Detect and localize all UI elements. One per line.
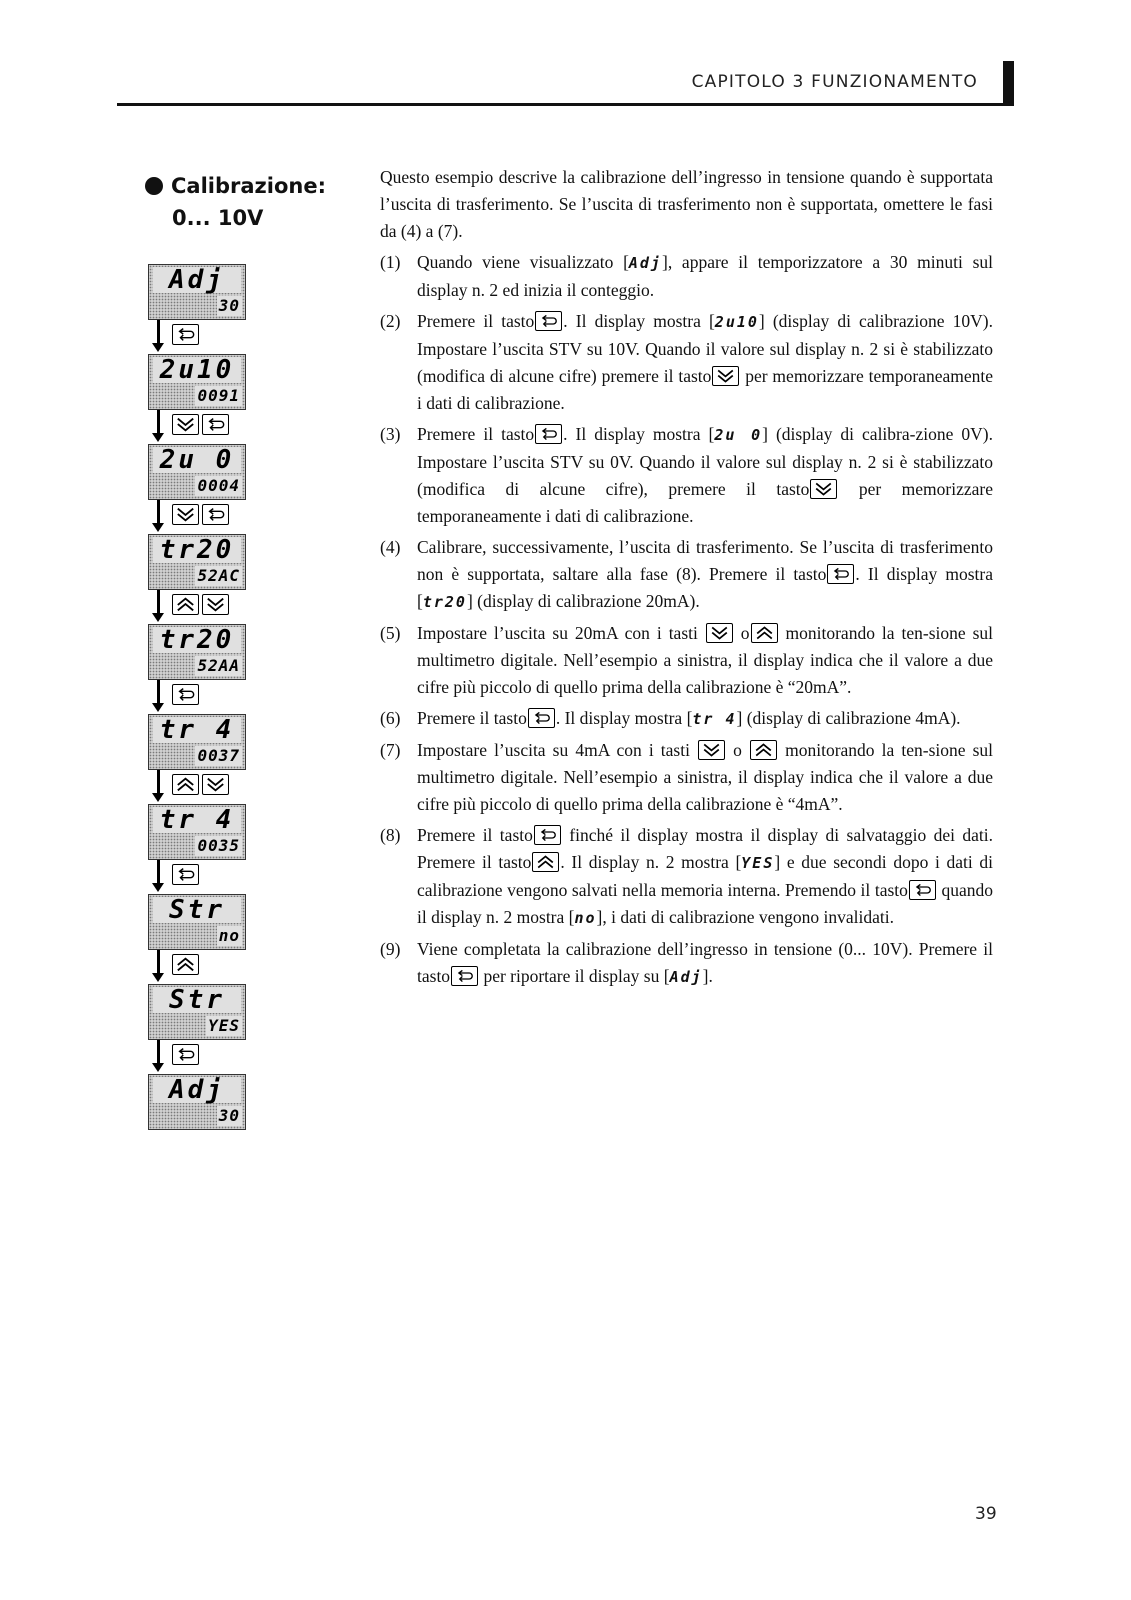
mode-key-icon [535,311,562,331]
step-transition [148,860,258,894]
mode-key-icon [172,1044,199,1065]
led-display [148,804,246,860]
display-2-value: 0037 [197,746,240,765]
down-key-icon [202,774,229,795]
arrow-down-icon [157,320,160,346]
arrow-down-icon [157,950,160,976]
header-bar [1003,61,1014,106]
display-2-value: 30 [218,1106,240,1125]
step-transition [148,770,258,804]
display-code: no [574,909,597,927]
led-display [148,984,246,1040]
display-1-value: tr20 [153,537,241,563]
down-key-icon [172,504,199,525]
up-key-icon [532,852,559,872]
mode-key-icon [909,880,936,900]
step-transition [148,500,258,534]
display-code: Adj [669,968,703,986]
display-2-value: 30 [218,296,240,315]
arrow-down-icon [157,1040,160,1066]
step-transition [148,1040,258,1074]
mode-key-icon [534,825,561,845]
led-display [148,894,246,950]
display-2-value: 0091 [197,386,240,405]
display-2-value: no [218,926,240,945]
list-item: (6) Premere il tasto . Il display mostra [tr 4] (display di calibrazione 4mA). [380,708,961,728]
arrow-down-icon [157,590,160,616]
section-title-line2: 0... 10V [172,206,264,230]
led-display [148,534,246,590]
mode-key-icon [172,684,199,705]
down-key-icon [698,740,725,760]
up-key-icon [172,954,199,975]
down-key-icon [712,366,739,386]
arrow-down-icon [157,860,160,886]
list-item: (9) Viene completata la calibrazione dell’ingresso in tensione (0... 10V). Premere il tasto per riportare il display su [Adj]. [380,939,993,986]
step-transition [148,410,258,444]
display-code: Adj [628,254,662,272]
step-transition [148,950,258,984]
list-item: (8) Premere il tasto finché il display mostra il display di salvataggio dei dati. Premere il tasto . Il display n. 2 mostra [YES] e due secondi dopo i dati di calibrazione vengono salvati nella memoria interna. Premendo il tasto quando il display n. 2 mostra [no], i dati di calibrazione vengono invalidati. [380,825,994,927]
display-1-value: Str [153,897,241,923]
display-1-value: tr20 [153,627,241,653]
display-code: 2u 0 [714,426,763,444]
display-1-value: Adj [153,1077,241,1103]
mode-key-icon [528,708,555,728]
display-1-value: tr 4 [153,717,241,743]
chapter-title: CAPITOLO 3 FUNZIONAMENTO [691,72,978,92]
display-2-value: 52AC [197,566,240,585]
display-code: YES [741,854,775,872]
led-display [148,624,246,680]
page-number: 39 [975,1504,997,1524]
arrow-down-icon [157,680,160,706]
down-key-icon [706,623,733,643]
down-key-icon [202,594,229,615]
step-transition [148,680,258,714]
up-key-icon [172,774,199,795]
list-item: (3) Premere il tasto . Il display mostra [2u 0] (display di calibra-zione 0V). Impostare l’uscita STV su 0V. Quando il valore sul display n. 2 si è stabilizzato (modifica di alcune cifre), premere il tasto per memorizzare temporaneamente i dati di calibrazione. [380,424,993,526]
mode-key-icon [535,424,562,444]
down-key-icon [172,414,199,435]
display-1-value: 2u 0 [153,447,241,473]
intro-paragraph: Questo esempio descrive la calibrazione dell’ingresso in tensione quando è supportata l’uscita di trasferimento. Se l’uscita di trasferimento non è supportata, omettere le fasi da (4) a (7). [380,167,993,241]
mode-key-icon [172,324,199,345]
display-2-value: 0004 [197,476,240,495]
mode-key-icon [172,864,199,885]
up-key-icon [751,623,778,643]
section-title [145,170,326,234]
led-display [148,1074,246,1130]
display-code: tr 4 [692,710,737,728]
up-key-icon [750,740,777,760]
header-rule [117,103,1013,106]
led-display [148,444,246,500]
list-item: (2) Premere il tasto . Il display mostra [2u10] (display di calibrazione 10V). Impostare l’uscita STV su 10V. Quando il valore sul display n. 2 si è stabilizzato (modifica di alcune cifre) premere il tasto per memorizzare temporaneamente i dati di calibrazione. [380,311,994,413]
list-item: (4) Calibrare, successivamente, l’uscita di trasferimento. Se l’uscita di trasferimento non è supportata, saltare alla fase (8). Premere il tasto . Il display mostra [tr20] (display di calibrazione 20mA). [380,537,993,611]
mode-key-icon [202,414,229,435]
step-transition [148,320,258,354]
display-2-value: 0035 [197,836,240,855]
led-display [148,714,246,770]
display-2-value: YES [208,1016,240,1035]
led-display [148,264,246,320]
display-2-value: 52AA [197,656,240,675]
arrow-down-icon [157,410,160,436]
display-1-value: Adj [153,267,241,293]
section-title-line1: Calibrazione: [171,174,326,198]
display-1-value: 2u10 [153,357,241,383]
mode-key-icon [451,966,478,986]
mode-key-icon [202,504,229,525]
display-1-value: Str [153,987,241,1013]
list-item: (5) Impostare l’uscita su 20mA con i tasti o monitorando la ten-sione sul multimetro digitale. Nell’esempio a sinistra, il display indica che il valore a due cifre più piccolo di quello prima della calibrazione è “20mA”. [380,623,994,697]
list-item: (1) Quando viene visualizzato [Adj], appare il temporizzatore a 30 minuti sul display n. 2 ed inizia il conteggio. [380,252,993,300]
body-text [380,164,993,995]
step-transition [148,590,258,624]
arrow-down-icon [157,500,160,526]
page-header [0,0,1131,110]
display-code: 2u10 [714,313,759,331]
display-code: tr20 [422,593,467,611]
list-item: (7) Impostare l’uscita su 4mA con i tasti o monitorando la ten-sione sul multimetro digitale. Nell’esempio a sinistra, il display indica che il valore a due cifre più piccolo di quello prima della calibrazione è “4mA”. [380,740,994,814]
down-key-icon [810,479,837,499]
up-key-icon [172,594,199,615]
mode-key-icon [827,564,854,584]
led-display [148,354,246,410]
display-sequence [148,264,258,1130]
arrow-down-icon [157,770,160,796]
bullet-icon [145,177,163,195]
display-1-value: tr 4 [153,807,241,833]
